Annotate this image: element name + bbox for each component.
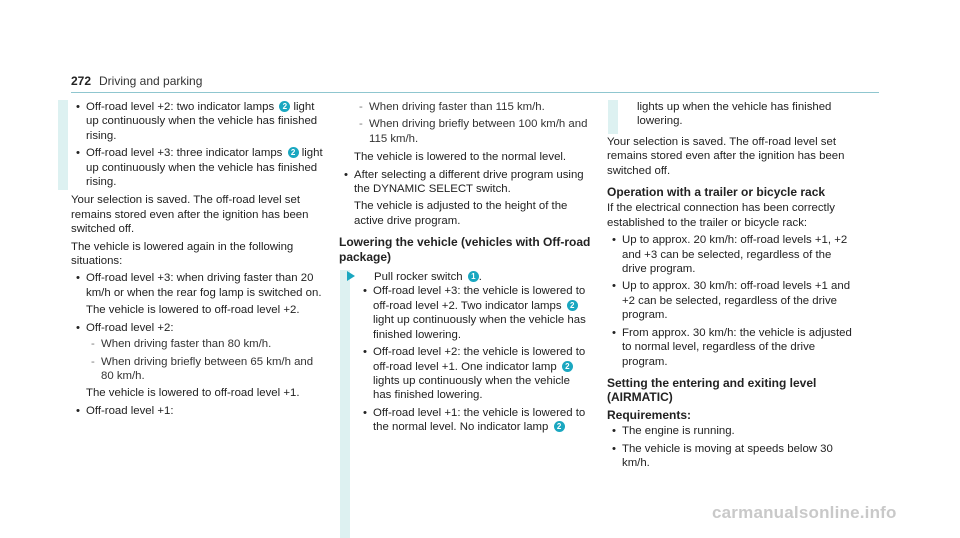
list-item: • Up to approx. 20 km/h: off-road levels +1, +2 and +3 can be selected, regardless of the drive program. [607,233,859,276]
list-item: • From approx. 30 km/h: the vehicle is adjusted to normal level, regardless of the drive program. [607,326,859,369]
column-1 [71,100,323,418]
list-item: • Off-road level +2: [71,321,323,335]
note: The vehicle is lowered to off-road level +2. [86,304,300,317]
list-item: • Off-road level +1: [71,404,323,418]
list-item: • Off-road level +2: the vehicle is lowered to off-road level +1. One indicator lamp 2 lights up continuously when the vehicle has finished lowering. [358,345,591,403]
list-item: • Off-road level +3: the vehicle is lowered to off-road level +2. Two indicator lamps 2 light up continuously when the vehicle has finished lowering. [358,284,591,342]
indicator-2-badge: 2 [279,101,290,112]
paragraph: Your selection is saved. The off-road level set remains stored even after the ignition has been switched off. [71,194,309,236]
requirements-label: Requirements: [607,407,692,422]
dash-item: - When driving briefly between 100 km/h and 115 km/h. [339,117,591,146]
dash-item: - When driving faster than 115 km/h. [339,100,591,114]
list-item: • Off-road level +2: two indicator lamps 2 light up continuously when the vehicle has finished rising. [71,100,323,143]
paragraph: The vehicle is lowered again in the following situations: [71,240,294,268]
list-item: • Off-road level +3: three indicator lamps 2 light up continuously when the vehicle has finished rising. [71,146,323,189]
list-item: • The engine is running. [607,424,859,438]
list-item: • The vehicle is moving at speeds below 30 km/h. [607,442,859,471]
list-item: • After selecting a different drive program using the DYNAMIC SELECT switch. [339,168,591,197]
section-heading: Lowering the vehicle (vehicles with Off-road package) [339,235,591,264]
list-item: • Up to approx. 30 km/h: off-road levels +1 and +2 can be selected, regardless of the drive program. [607,279,859,322]
paragraph: Your selection is saved. The off-road level set remains stored even after the ignition has been switched off. [607,135,845,177]
list-item: • Off-road level +1: the vehicle is lowered to the normal level. No indicator lamp 2 [358,406,591,435]
column-3 [607,100,859,470]
note: The vehicle is lowered to off-road level +1. [86,387,300,400]
note: The vehicle is adjusted to the height of the active drive program. [354,200,568,227]
section-title: Driving and parking [99,74,203,88]
column-2 [339,100,591,435]
page-number: 272 [71,74,92,88]
paragraph: lights up when the vehicle has finished lowering. [637,101,832,128]
note: The vehicle is lowered to the normal level. [354,151,567,164]
section-heading: Operation with a trailer or bicycle rack [607,185,826,200]
dash-item: - When driving faster than 80 km/h. [71,337,323,351]
indicator-2-badge: 2 [562,361,573,372]
paragraph: If the electrical connection has been correctly established to the trailer or bicycle rack: [607,202,835,229]
indicator-2-badge: 2 [567,300,578,311]
indicator-2-badge: 2 [554,421,565,432]
instruction-step: Pull rocker switch 1 . [347,270,591,284]
section-heading: Setting the entering and exiting level (AIRMATIC) [607,375,817,405]
dash-item: - When driving briefly between 65 km/h and 80 km/h. [71,355,323,384]
rocker-switch-1-badge: 1 [468,271,479,282]
step-arrow-icon [347,271,355,281]
shading-bar [58,100,68,190]
list-item: • Off-road level +3: when driving faster than 20 km/h or when the rear fog lamp is switched on. [71,271,323,300]
watermark: carmanualsonline.info [712,503,897,522]
page-header [71,74,879,93]
indicator-2-badge: 2 [288,147,299,158]
